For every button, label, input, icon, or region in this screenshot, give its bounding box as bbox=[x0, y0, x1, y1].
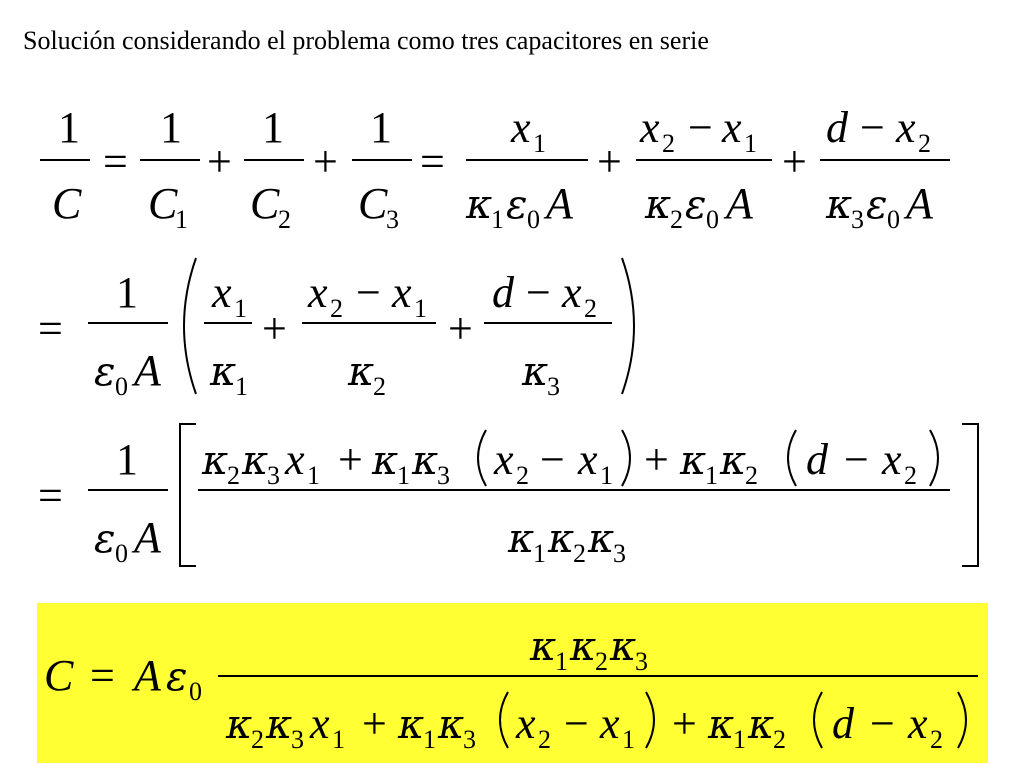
equation-line-2 bbox=[38, 258, 634, 401]
svg-text:x: x bbox=[600, 699, 620, 748]
svg-text:1: 1 bbox=[175, 205, 188, 234]
svg-text:−: − bbox=[860, 103, 885, 152]
svg-text:=: = bbox=[103, 137, 128, 186]
svg-text:ε: ε bbox=[685, 182, 707, 228]
svg-text:1: 1 bbox=[160, 103, 182, 152]
svg-text:C: C bbox=[44, 651, 74, 700]
svg-text:x: x bbox=[908, 699, 928, 748]
svg-text:2: 2 bbox=[930, 725, 943, 754]
svg-text:3: 3 bbox=[386, 205, 399, 234]
svg-text:+: + bbox=[362, 699, 387, 748]
svg-text:κ: κ bbox=[645, 182, 672, 228]
svg-text:κ: κ bbox=[372, 438, 399, 484]
svg-text:κ: κ bbox=[708, 702, 735, 748]
svg-text:κ: κ bbox=[226, 702, 253, 748]
svg-text:κ: κ bbox=[522, 349, 549, 395]
svg-text:x: x bbox=[494, 435, 514, 484]
svg-text:κ: κ bbox=[438, 702, 465, 748]
svg-text:2: 2 bbox=[516, 461, 529, 490]
page-title: Solución considerando el problema como tres capacitores en serie bbox=[23, 26, 709, 55]
svg-text:C: C bbox=[148, 179, 178, 228]
svg-text:A: A bbox=[906, 179, 933, 228]
svg-text:d: d bbox=[826, 103, 848, 152]
svg-text:x: x bbox=[516, 699, 536, 748]
svg-text:x: x bbox=[640, 103, 660, 152]
svg-text:2: 2 bbox=[904, 461, 917, 490]
svg-text:d: d bbox=[492, 268, 514, 317]
svg-text:−: − bbox=[356, 268, 381, 317]
svg-text:2: 2 bbox=[251, 725, 264, 754]
svg-text:−: − bbox=[540, 435, 565, 484]
svg-text:κ: κ bbox=[548, 516, 575, 562]
svg-text:0: 0 bbox=[115, 539, 128, 568]
svg-text:1: 1 bbox=[491, 205, 504, 234]
svg-text:A: A bbox=[726, 179, 753, 228]
svg-text:κ: κ bbox=[202, 438, 229, 484]
svg-text:3: 3 bbox=[613, 539, 626, 568]
svg-text:2: 2 bbox=[918, 129, 931, 158]
svg-text:d: d bbox=[832, 699, 854, 748]
svg-text:κ: κ bbox=[530, 624, 557, 670]
svg-text:1: 1 bbox=[397, 461, 410, 490]
svg-text:0: 0 bbox=[189, 677, 202, 706]
svg-text:1: 1 bbox=[307, 461, 320, 490]
svg-text:κ: κ bbox=[242, 438, 269, 484]
svg-text:κ: κ bbox=[588, 516, 615, 562]
svg-text:1: 1 bbox=[116, 268, 138, 317]
svg-text:κ: κ bbox=[826, 182, 853, 228]
svg-text:2: 2 bbox=[330, 294, 343, 323]
svg-text:+: + bbox=[672, 699, 697, 748]
svg-text:2: 2 bbox=[662, 129, 675, 158]
svg-text:A: A bbox=[546, 179, 573, 228]
svg-text:ε: ε bbox=[94, 516, 116, 562]
svg-text:2: 2 bbox=[584, 294, 597, 323]
svg-text:κ: κ bbox=[398, 702, 425, 748]
svg-text:3: 3 bbox=[635, 647, 648, 676]
svg-text:x: x bbox=[578, 435, 598, 484]
svg-text:2: 2 bbox=[278, 205, 291, 234]
svg-text:ε: ε bbox=[506, 182, 528, 228]
svg-text:+: + bbox=[644, 435, 669, 484]
svg-text:1: 1 bbox=[600, 461, 613, 490]
svg-text:0: 0 bbox=[115, 372, 128, 401]
svg-text:C: C bbox=[52, 179, 82, 228]
svg-text:C: C bbox=[358, 179, 388, 228]
svg-text:ε: ε bbox=[866, 182, 888, 228]
svg-text:x: x bbox=[882, 435, 902, 484]
svg-text:1: 1 bbox=[533, 129, 546, 158]
svg-text:1: 1 bbox=[423, 725, 436, 754]
svg-text:κ: κ bbox=[412, 438, 439, 484]
svg-text:−: − bbox=[526, 268, 551, 317]
svg-text:=: = bbox=[38, 304, 63, 353]
svg-text:κ: κ bbox=[570, 624, 597, 670]
svg-text:3: 3 bbox=[291, 725, 304, 754]
svg-text:1: 1 bbox=[705, 461, 718, 490]
svg-text:κ: κ bbox=[210, 349, 237, 395]
svg-text:1: 1 bbox=[414, 294, 427, 323]
svg-text:x: x bbox=[308, 268, 328, 317]
svg-text:−: − bbox=[688, 103, 713, 152]
svg-text:κ: κ bbox=[720, 438, 747, 484]
svg-text:3: 3 bbox=[463, 725, 476, 754]
svg-text:1: 1 bbox=[555, 647, 568, 676]
svg-text:−: − bbox=[564, 699, 589, 748]
svg-text:ε: ε bbox=[166, 654, 188, 700]
svg-text:0: 0 bbox=[527, 205, 540, 234]
svg-text:1: 1 bbox=[533, 539, 546, 568]
svg-text:C: C bbox=[250, 179, 280, 228]
svg-text:0: 0 bbox=[706, 205, 719, 234]
svg-text:x: x bbox=[511, 103, 531, 152]
svg-text:0: 0 bbox=[887, 205, 900, 234]
svg-text:+: + bbox=[597, 137, 622, 186]
svg-text:1: 1 bbox=[235, 372, 248, 401]
svg-text:+: + bbox=[782, 137, 807, 186]
svg-text:x: x bbox=[285, 435, 305, 484]
svg-text:2: 2 bbox=[773, 725, 786, 754]
equation-line-1 bbox=[40, 103, 950, 234]
svg-text:κ: κ bbox=[680, 438, 707, 484]
svg-text:+: + bbox=[207, 137, 232, 186]
svg-text:x: x bbox=[896, 103, 916, 152]
svg-text:κ: κ bbox=[266, 702, 293, 748]
svg-text:κ: κ bbox=[748, 702, 775, 748]
svg-text:1: 1 bbox=[116, 435, 138, 484]
svg-text:1: 1 bbox=[733, 725, 746, 754]
svg-text:=: = bbox=[420, 137, 445, 186]
svg-text:x: x bbox=[392, 268, 412, 317]
svg-text:κ: κ bbox=[348, 349, 375, 395]
svg-text:1: 1 bbox=[234, 294, 247, 323]
svg-text:d: d bbox=[806, 435, 828, 484]
svg-text:−: − bbox=[844, 435, 869, 484]
svg-text:1: 1 bbox=[744, 129, 757, 158]
svg-text:2: 2 bbox=[745, 461, 758, 490]
svg-text:3: 3 bbox=[547, 372, 560, 401]
svg-text:A: A bbox=[134, 513, 161, 562]
svg-text:2: 2 bbox=[227, 461, 240, 490]
svg-text:+: + bbox=[448, 304, 473, 353]
svg-text:+: + bbox=[338, 435, 363, 484]
svg-text:1: 1 bbox=[370, 103, 392, 152]
svg-text:2: 2 bbox=[595, 647, 608, 676]
svg-text:2: 2 bbox=[538, 725, 551, 754]
svg-text:3: 3 bbox=[267, 461, 280, 490]
svg-text:1: 1 bbox=[58, 103, 80, 152]
result-box bbox=[37, 603, 988, 763]
svg-text:1: 1 bbox=[262, 103, 284, 152]
svg-text:x: x bbox=[722, 103, 742, 152]
svg-text:A: A bbox=[134, 346, 161, 395]
svg-text:x: x bbox=[212, 268, 232, 317]
svg-text:κ: κ bbox=[508, 516, 535, 562]
equation-line-3 bbox=[38, 424, 978, 568]
svg-text:=: = bbox=[38, 471, 63, 520]
svg-text:ε: ε bbox=[94, 349, 116, 395]
svg-text:x: x bbox=[562, 268, 582, 317]
svg-text:=: = bbox=[90, 651, 115, 700]
svg-text:2: 2 bbox=[670, 205, 683, 234]
svg-text:3: 3 bbox=[437, 461, 450, 490]
svg-text:+: + bbox=[262, 304, 287, 353]
svg-text:κ: κ bbox=[466, 182, 493, 228]
svg-text:3: 3 bbox=[851, 205, 864, 234]
svg-text:x: x bbox=[310, 699, 330, 748]
svg-text:A: A bbox=[134, 651, 161, 700]
svg-text:1: 1 bbox=[622, 725, 635, 754]
svg-text:2: 2 bbox=[573, 539, 586, 568]
svg-text:+: + bbox=[313, 137, 338, 186]
svg-text:2: 2 bbox=[373, 372, 386, 401]
svg-text:−: − bbox=[870, 699, 895, 748]
svg-text:κ: κ bbox=[610, 624, 637, 670]
svg-text:1: 1 bbox=[332, 725, 345, 754]
